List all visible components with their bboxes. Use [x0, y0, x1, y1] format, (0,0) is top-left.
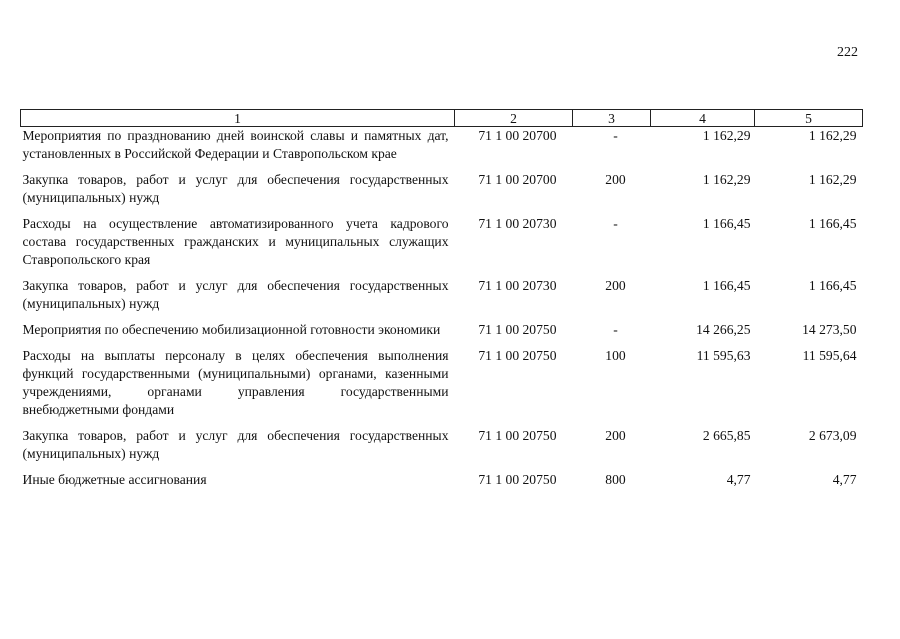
column-header-2: 2 — [455, 110, 573, 127]
row-code: 71 1 00 20750 — [478, 428, 557, 443]
row-sum-column-5: 14 273,50 — [802, 322, 857, 337]
row-description: Закупка товаров, работ и услуг для обеспечения государственных (муниципальных) нужд — [22, 172, 449, 205]
table-row — [21, 215, 863, 269]
table-row — [21, 347, 863, 419]
column-header-1: 1 — [21, 110, 455, 127]
row-expense-type: - — [613, 322, 618, 337]
row-sum-column-4: 14 266,25 — [696, 322, 751, 337]
row-description: Расходы на выплаты персоналу в целях обеспечения выполнения функций государственными (муниципальными) органами, казенными учреждениями, органами управления государственными внебюджетными фондами — [22, 348, 449, 417]
page-number: 222 — [837, 45, 858, 60]
budget-table — [20, 109, 863, 489]
row-expense-type: 200 — [605, 428, 626, 443]
row-sum-column-4: 1 162,29 — [702, 128, 751, 143]
row-code: 71 1 00 20750 — [478, 472, 557, 487]
row-description: Расходы на осуществление автоматизированного учета кадрового состава государственных гражданских и муниципальных служащих Ставропольского края — [22, 216, 449, 267]
row-sum-column-5: 1 162,29 — [808, 128, 857, 143]
row-expense-type: - — [613, 216, 618, 231]
table-row — [21, 277, 863, 313]
table-row — [21, 471, 863, 489]
row-description: Мероприятия по обеспечению мобилизационной готовности экономики — [22, 322, 441, 337]
table-header-row — [21, 110, 863, 127]
row-expense-type: - — [613, 128, 618, 143]
row-code: 71 1 00 20730 — [478, 278, 557, 293]
row-description: Закупка товаров, работ и услуг для обеспечения государственных (муниципальных) нужд — [22, 428, 449, 461]
row-code: 71 1 00 20730 — [478, 216, 557, 231]
row-code: 71 1 00 20700 — [478, 172, 557, 187]
row-sum-column-4: 1 166,45 — [702, 278, 751, 293]
row-sum-column-4: 11 595,63 — [696, 348, 751, 363]
row-expense-type: 100 — [605, 348, 626, 363]
row-sum-column-5: 2 673,09 — [808, 428, 857, 443]
row-code: 71 1 00 20700 — [478, 128, 557, 143]
row-sum-column-4: 2 665,85 — [702, 428, 751, 443]
row-expense-type: 200 — [605, 278, 626, 293]
row-expense-type: 200 — [605, 172, 626, 187]
row-description: Мероприятия по празднованию дней воинской славы и памятных дат, установленных в Российской Федерации и Ставропольском крае — [22, 128, 449, 161]
table-row — [21, 171, 863, 207]
column-header-3: 3 — [573, 110, 651, 127]
table-row — [21, 321, 863, 339]
row-sum-column-4: 1 166,45 — [702, 216, 751, 231]
row-description: Закупка товаров, работ и услуг для обеспечения государственных (муниципальных) нужд — [22, 278, 449, 311]
row-sum-column-5: 1 166,45 — [808, 216, 857, 231]
row-sum-column-4: 1 162,29 — [702, 172, 751, 187]
row-sum-column-5: 1 166,45 — [808, 278, 857, 293]
row-sum-column-4: 4,77 — [726, 472, 751, 487]
column-header-5: 5 — [755, 110, 863, 127]
row-expense-type: 800 — [605, 472, 626, 487]
row-sum-column-5: 1 162,29 — [808, 172, 857, 187]
row-code: 71 1 00 20750 — [478, 348, 557, 363]
table-row — [21, 427, 863, 463]
table-row — [21, 127, 863, 164]
row-code: 71 1 00 20750 — [478, 322, 557, 337]
row-description: Иные бюджетные ассигнования — [22, 472, 207, 487]
row-sum-column-5: 11 595,64 — [802, 348, 857, 363]
column-header-4: 4 — [651, 110, 755, 127]
row-sum-column-5: 4,77 — [832, 472, 857, 487]
